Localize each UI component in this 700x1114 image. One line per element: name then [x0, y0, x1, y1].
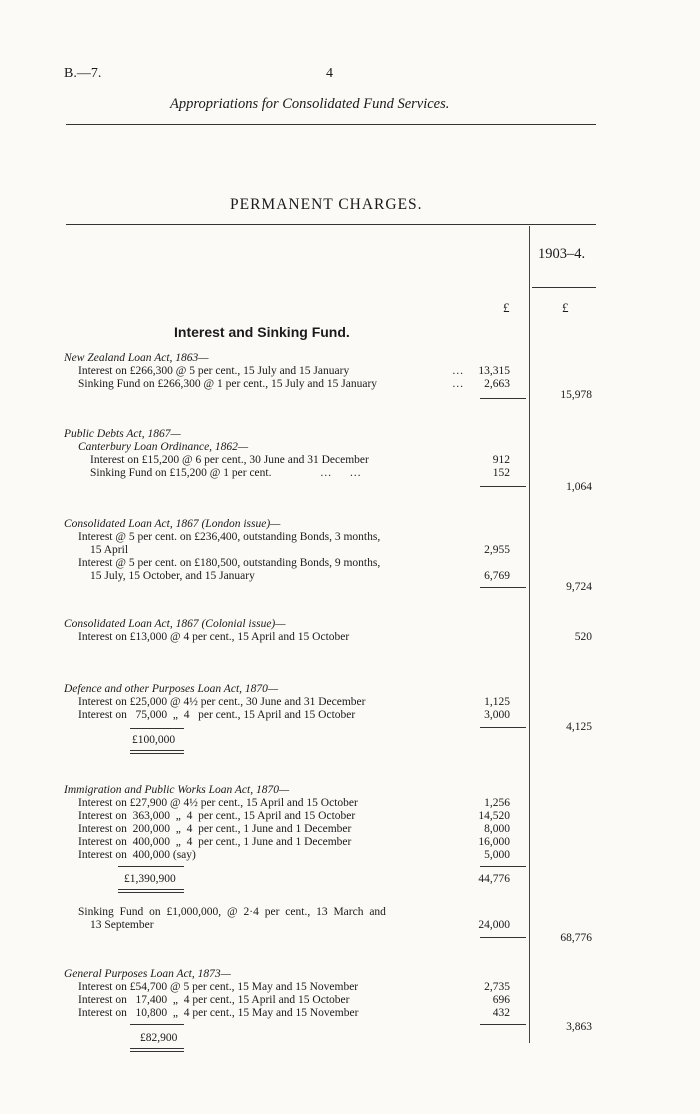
amount: 912	[492, 454, 510, 466]
line-item: 13 September	[90, 919, 154, 931]
header-rule	[66, 124, 596, 125]
act-title: Consolidated Loan Act, 1867 (Colonial issue)—	[64, 618, 286, 630]
sum-rule	[480, 486, 526, 487]
amount: 696	[492, 994, 510, 1006]
block-total: 15,978	[560, 389, 592, 401]
act-title: General Purposes Loan Act, 1873—	[64, 968, 231, 980]
line-item: Sinking Fund on £1,000,000, @ 2·4 per cent., 13 March and	[78, 906, 386, 918]
line-item: Interest on 17,400 „ 4 per cent., 15 April and 15 October	[78, 994, 350, 1006]
sum-rule	[480, 727, 526, 728]
section-title: PERMANENT CHARGES.	[230, 196, 423, 213]
act-title: New Zealand Loan Act, 1863—	[64, 352, 209, 364]
line-item: 15 July, 15 October, and 15 January	[90, 570, 255, 582]
principal-total: £100,000	[132, 734, 176, 746]
principal-double-rule	[118, 889, 184, 893]
line-item: Interest @ 5 per cent. on £180,500, outstanding Bonds, 9 months,	[78, 557, 381, 569]
line-item: Interest @ 5 per cent. on £236,400, outstanding Bonds, 3 months,	[78, 531, 381, 543]
amount: 16,000	[478, 836, 510, 848]
amount: 152	[492, 467, 510, 479]
act-title: Consolidated Loan Act, 1867 (London issue)—	[64, 518, 281, 530]
currency-col2: £	[562, 300, 569, 315]
principal-rule	[130, 1024, 184, 1025]
year-rule	[532, 287, 596, 288]
amount: 5,000	[484, 849, 510, 861]
block-total: 68,776	[560, 932, 592, 944]
page-number: 4	[326, 66, 333, 81]
block-total: 3,863	[566, 1021, 592, 1033]
amount: 432	[492, 1007, 510, 1019]
amount: 2,955	[484, 544, 510, 556]
principal-rule	[130, 728, 184, 729]
amount: 6,769	[484, 570, 510, 582]
line-item: Interest on £13,000 @ 4 per cent., 15 April and 15 October	[78, 631, 350, 643]
line-item: Interest on £54,700 @ 5 per cent., 15 May and 15 November	[78, 981, 359, 993]
amount: 3,000	[484, 709, 510, 721]
amount: 8,000	[484, 823, 510, 835]
sum-rule	[480, 937, 526, 938]
page-title: Appropriations for Consolidated Fund Services.	[170, 96, 450, 112]
leader-dots: …	[452, 378, 464, 390]
sum-rule	[480, 398, 526, 399]
principal-total: £1,390,900	[124, 873, 176, 885]
block-total: 4,125	[566, 721, 592, 733]
line-item: 15 April	[90, 544, 129, 556]
line-item: Interest on 400,000 (say)	[78, 849, 196, 861]
amount: 13,315	[478, 365, 510, 377]
line-item: Interest on £27,900 @ 4½ per cent., 15 April and 15 October	[78, 797, 358, 809]
leader-dots: …	[452, 365, 464, 377]
line-item: Interest on 400,000 „ 4 per cent., 1 June and 1 December	[78, 836, 352, 848]
principal-total: £82,900	[140, 1032, 178, 1044]
amount: 1,125	[484, 696, 510, 708]
sum-rule	[480, 587, 526, 588]
act-title: Immigration and Public Works Loan Act, 1870—	[64, 784, 290, 796]
act-subtitle: Canterbury Loan Ordinance, 1862—	[78, 441, 249, 453]
amount: 14,520	[478, 810, 510, 822]
principal-rule	[118, 866, 184, 867]
year-label: 1903–4.	[538, 246, 586, 262]
amount: 2,735	[484, 981, 510, 993]
line-item: Interest on £25,000 @ 4½ per cent., 30 June and 31 December	[78, 696, 366, 708]
line-item: Interest on £266,300 @ 5 per cent., 15 July and 15 January	[78, 365, 350, 377]
amount: 1,256	[484, 797, 510, 809]
document-ref: B.—7.	[64, 66, 102, 81]
act-title: Public Debts Act, 1867—	[64, 428, 181, 440]
line-item: Interest on £15,200 @ 6 per cent., 30 June and 31 December	[90, 454, 369, 466]
block-total: 9,724	[566, 581, 592, 593]
sum-rule	[480, 866, 526, 867]
principal-double-rule	[130, 750, 184, 754]
principal-double-rule	[130, 1048, 184, 1052]
subtotal: 44,776	[478, 873, 510, 885]
line-item: Interest on 363,000 „ 4 per cent., 15 April and 15 October	[78, 810, 356, 822]
block-total: 1,064	[566, 481, 592, 493]
amount: 24,000	[478, 919, 510, 931]
line-item: Interest on 75,000 „ 4 per cent., 15 April and 15 October	[78, 709, 356, 721]
column-divider	[529, 226, 530, 1043]
line-item: Interest on 10,800 „ 4 per cent., 15 May and 15 November	[78, 1007, 359, 1019]
block-total: 520	[574, 631, 592, 643]
act-title: Defence and other Purposes Loan Act, 1870—	[64, 683, 279, 695]
section-rule	[66, 224, 596, 225]
sum-rule	[480, 1024, 526, 1025]
currency-col1: £	[503, 300, 510, 315]
line-item: Interest on 200,000 „ 4 per cent., 1 June and 1 December	[78, 823, 352, 835]
subheading: Interest and Sinking Fund.	[174, 324, 350, 340]
line-item: Sinking Fund on £15,200 @ 1 per cent.	[90, 467, 272, 479]
line-item: Sinking Fund on £266,300 @ 1 per cent., 15 July and 15 January	[78, 378, 378, 390]
leader-dots: ……	[320, 467, 379, 479]
amount: 2,663	[484, 378, 510, 390]
